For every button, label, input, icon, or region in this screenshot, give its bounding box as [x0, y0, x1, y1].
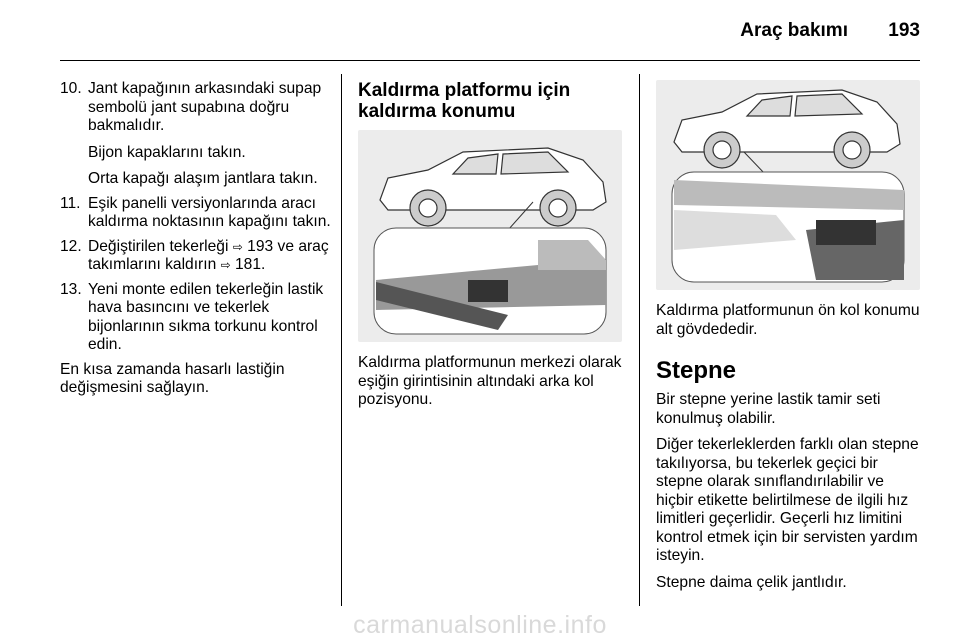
column-divider-1	[341, 74, 342, 606]
closing-paragraph: En kısa zamanda hasarlı lastiğin değişmesini sağlayın.	[60, 360, 285, 396]
list-text: Eşik panelli versiyonlarında aracı kaldırma noktasının kapağını takın.	[88, 194, 331, 230]
list-item-10	[60, 80, 332, 189]
car-side-view	[674, 90, 900, 168]
list-subtext: Orta kapağı alaşım jantlara takın.	[88, 170, 318, 187]
list-text: Yeni monte edilen tekerleğin lastik hava basıncını ve tekerlek bijonlarının sıkma torkunu kontrol edin.	[88, 280, 324, 353]
watermark: carmanualsonline.info	[353, 611, 607, 639]
cross-reference-arrow-icon: ⇨	[220, 258, 231, 272]
text-segment: ve araç takımlarını kaldırın	[88, 237, 329, 273]
running-header-title: Araç bakımı	[740, 20, 848, 41]
text-segment: .	[261, 256, 266, 273]
list-number: 12.	[60, 237, 82, 255]
lift-rear-arm-figure	[358, 130, 622, 342]
lift-detail-view	[374, 228, 606, 334]
lift-front-arm-figure	[656, 80, 920, 290]
cross-reference-arrow-icon: ⇨	[232, 239, 243, 254]
car-lift-illustration	[358, 130, 622, 342]
car-lift-front-illustration	[656, 80, 920, 290]
column-3	[656, 80, 922, 600]
page-number: 193	[888, 20, 920, 41]
lift-detail-view	[672, 172, 904, 282]
list-text	[88, 238, 332, 275]
list-item-13	[60, 281, 332, 355]
paragraph: Diğer tekerleklerden farklı olan stepne takılıyorsa, bu tekerlek geçici bir stepne olarak sınıflandırılabilir ve hiçbir etikette belirtilmese de ilgili hız limitleri geçerlidir. Geçerli hız limitini kontrol etmek için bir servisten yardım isteyin.	[656, 436, 919, 564]
column-2	[358, 80, 626, 418]
page-reference-link[interactable]: 181	[235, 256, 262, 273]
car-side-view	[380, 148, 606, 226]
figure-caption: Kaldırma platformunun merkezi olarak eşiğin girintisinin altındaki arka kol pozisyonu.	[358, 354, 622, 408]
page-reference-link[interactable]: 193	[247, 237, 274, 255]
list-number: 10.	[60, 80, 82, 97]
section-heading-stepne: Stepne	[656, 357, 737, 384]
figure-caption: Kaldırma platformunun ön kol konumu alt gövdededir.	[656, 302, 920, 338]
list-number: 11.	[60, 194, 81, 212]
list-item-12	[60, 238, 332, 275]
header-rule	[60, 60, 920, 61]
column-divider-2	[639, 74, 640, 606]
list-subtext: Bijon kapaklarını takın.	[88, 143, 246, 161]
paragraph: Stepne daima çelik jantlıdır.	[656, 573, 847, 591]
section-heading: Kaldırma platformu için kaldırma konumu	[358, 80, 571, 122]
list-item-11	[60, 195, 332, 232]
column-1	[60, 80, 332, 406]
list-text: Jant kapağının arkasındaki supap sembolü jant supabına doğru bakmalıdır.	[88, 80, 322, 134]
list-number: 13.	[60, 280, 82, 298]
text-segment: Değiştirilen tekerleği	[88, 237, 233, 255]
paragraph: Bir stepne yerine lastik tamir seti konulmuş olabilir.	[656, 391, 881, 427]
